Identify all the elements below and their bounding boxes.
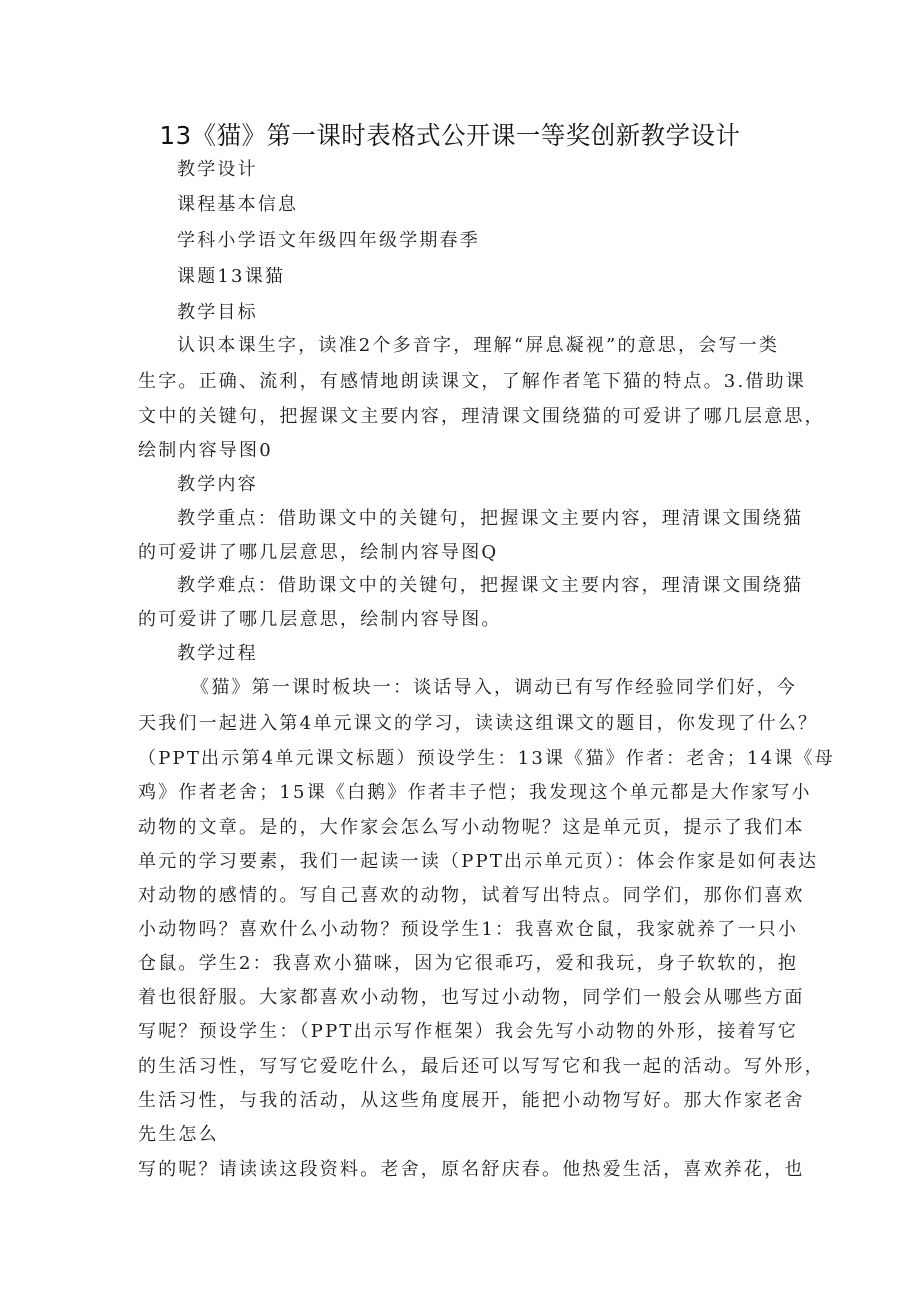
subject-info: 学科小学语文年级四年级学期春季	[177, 230, 480, 251]
paragraph-line: 的生活习性，写写它爱吃什么，最后还可以写写它和我一起的活动。写外形，	[138, 1056, 825, 1077]
paragraph-line: 先生怎么	[138, 1124, 219, 1145]
heading-course-info: 课程基本信息	[177, 194, 299, 215]
paragraph-line: 对动物的感情的。写自己喜欢的动物，试着写出特点。同学们，那你们喜欢	[138, 885, 805, 906]
heading-teaching-objectives: 教学目标	[177, 302, 258, 323]
paragraph-line: 小动物吗？喜欢什么小动物？预设学生1：我喜欢仓鼠，我家就养了一只小	[138, 919, 799, 940]
paragraph-line: 动物的文章。是的，大作家会怎么写小动物呢？这是单元页，提示了我们本	[138, 817, 805, 838]
heading-teaching-design: 教学设计	[177, 159, 258, 180]
paragraph-line: 认识本课生字，读准2个多音字，理解“屏息凝视”的意思，会写一类	[177, 335, 780, 356]
paragraph-line: 天我们一起进入第4单元课文的学习，读读这组课文的题目，你发现了什么？	[138, 713, 819, 734]
paragraph-line: 生活习性，与我的活动，从这些角度展开，能把小动物写好。那大作家老舍	[138, 1090, 805, 1111]
document-title: 13《猫》第一课时表格式公开课一等奖创新教学设计	[159, 121, 741, 150]
heading-teaching-content: 教学内容	[177, 474, 258, 495]
paragraph-line: 单元的学习要素，我们一起读一读（PPT出示单元页）：体会作家是如何表达	[138, 851, 819, 872]
paragraph-line: （PPT出示第4单元课文标题）预设学生：13课《猫》作者：老舍；14课《母	[138, 748, 835, 769]
paragraph-line: 生字。正确、流利，有感情地朗读课文，了解作者笔下猫的特点。3.借助课	[138, 371, 806, 392]
paragraph-line: 教学重点：借助课文中的关键句，把握课文主要内容，理清课文围绕猫	[177, 508, 804, 529]
paragraph-line: 写的呢？请读读这段资料。老舍，原名舒庆春。他热爱生活，喜欢养花，也	[138, 1159, 805, 1180]
heading-teaching-process: 教学过程	[177, 643, 258, 664]
paragraph-line: 写呢？预设学生：（PPT出示写作框架）我会先写小动物的外形，接着写它	[138, 1021, 799, 1042]
paragraph-line: 的可爱讲了哪几层意思，绘制内容导图Q	[138, 542, 499, 563]
paragraph-line: 鸡》作者老舍；15课《白鹅》作者丰子恺；我发现这个单元都是大作家写小	[138, 782, 812, 803]
paragraph-line: 仓鼠。学生2：我喜欢小猫咪，因为它很乖巧，爱和我玩，身子软软的，抱	[138, 953, 799, 974]
lesson-topic: 课题13课猫	[177, 266, 286, 287]
paragraph-line: 教学难点：借助课文中的关键句，把握课文主要内容，理清课文围绕猫	[177, 575, 804, 596]
paragraph-line: 绘制内容导图0	[138, 440, 273, 461]
paragraph-line: 着也很舒服。大家都喜欢小动物，也写过小动物，同学们一般会从哪些方面	[138, 987, 805, 1008]
paragraph-line: 的可爱讲了哪几层意思，绘制内容导图。	[138, 609, 502, 630]
paragraph-line: 文中的关键句，把握课文主要内容，理清课文围绕猫的可爱讲了哪几层意思，	[138, 406, 825, 427]
paragraph-line: 《猫》第一课时板块一：谈话导入，调动已有写作经验同学们好，今	[191, 677, 797, 698]
